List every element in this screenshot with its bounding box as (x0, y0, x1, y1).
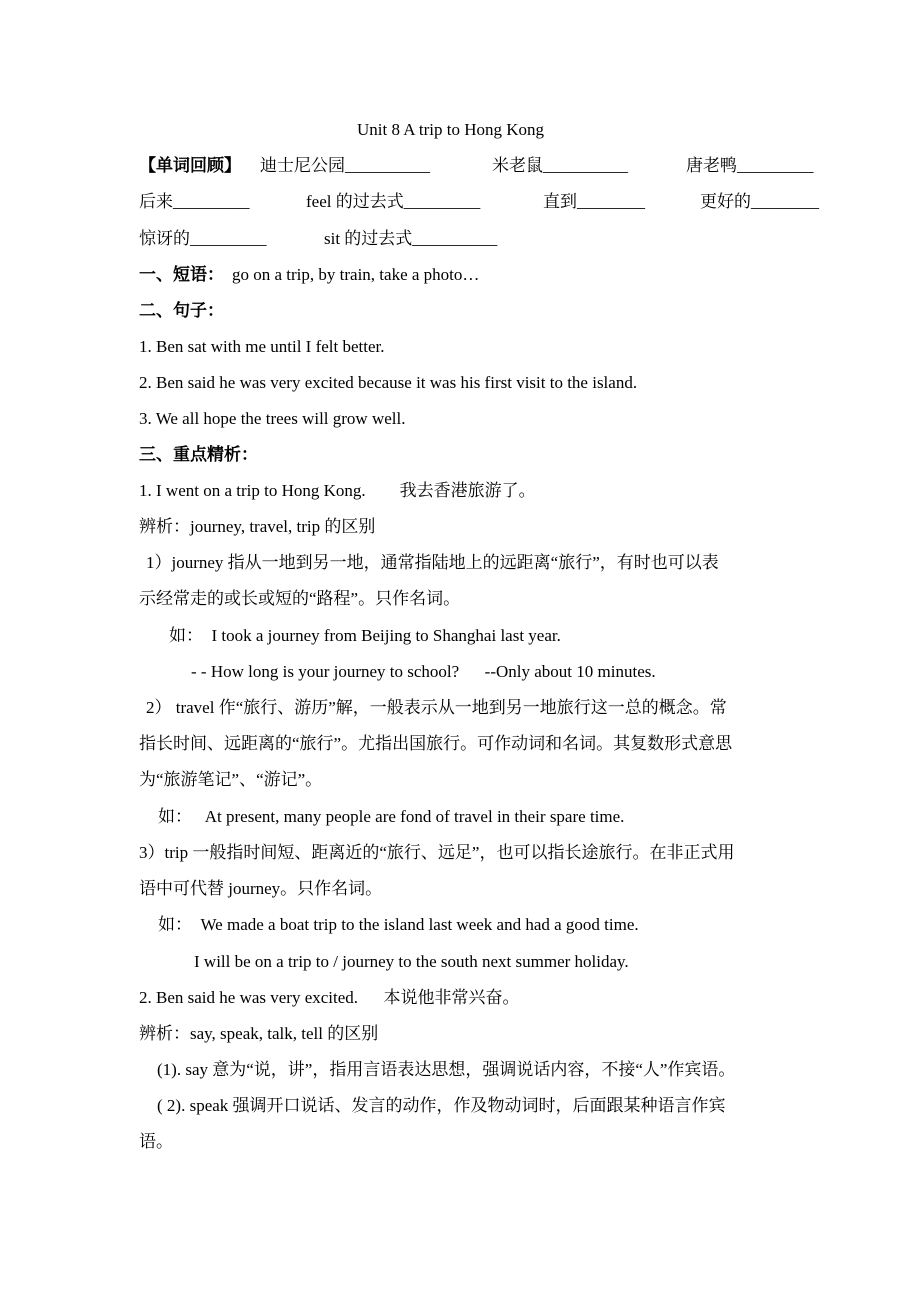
vocab-item: 后来_________ (139, 192, 250, 211)
analysis-line: 辨析：say, speak, talk, tell 的区别 (139, 1024, 379, 1043)
vocab-item: 惊讶的_________ (139, 229, 267, 248)
vocab-item: 直到________ (543, 192, 645, 211)
analysis-line: I will be on a trip to / journey to the south next summer holiday. (194, 952, 629, 971)
analysis-line: ( 2). speak 强调开口说话、发言的动作，作及物动词时，后面跟某种语言作宾 (157, 1096, 726, 1115)
vocab-item: 更好的________ (700, 192, 819, 211)
analysis-line: 语。 (139, 1132, 173, 1151)
analysis-line: 2） travel 作“旅行、游历”解，一般表示从一地到另一地旅行这一总的概念。常 (146, 698, 727, 717)
analysis-line: 1. I went on a trip to Hong Kong. 我去香港旅游了。 (139, 481, 536, 500)
analysis-line: 2. Ben said he was very excited. 本说他非常兴奋。 (139, 988, 520, 1007)
analysis-line: 如： At present, many people are fond of travel in their spare time. (158, 807, 625, 826)
analysis-line: 如： We made a boat trip to the island last week and had a good time. (158, 915, 639, 934)
vocab-heading: 【单词回顾】 (139, 156, 241, 175)
page-title: Unit 8 A trip to Hong Kong (357, 120, 545, 139)
vocab-item: feel 的过去式_________ (306, 192, 481, 211)
vocab-item: 唐老鸭_________ (686, 156, 814, 175)
analysis-line: (1). say 意为“说，讲”，指用言语表达思想，强调说话内容，不接“人”作宾语。 (157, 1060, 736, 1079)
analysis-line: 语中可代替 journey。只作名词。 (139, 879, 383, 898)
analysis-line: 3）trip 一般指时间短、距离近的“旅行、远足”，也可以指长途旅行。在非正式用 (139, 843, 735, 862)
analysis-line: 1）journey 指从一地到另一地，通常指陆地上的远距离“旅行”，有时也可以表 (146, 553, 719, 572)
analysis-line: 如： I took a journey from Beijing to Shanghai last year. (169, 626, 561, 645)
phrases-heading: 一、短语： (139, 265, 224, 284)
vocab-item: 米老鼠__________ (492, 156, 628, 175)
analysis-line: 示经常走的或长或短的“路程”。只作名词。 (139, 589, 461, 608)
sentence: 2. Ben said he was very excited because it was his first visit to the island. (139, 373, 638, 392)
sentence: 3. We all hope the trees will grow well. (139, 409, 406, 428)
sentence: 1. Ben sat with me until I felt better. (139, 337, 385, 356)
analysis-heading: 三、重点精析： (139, 445, 258, 464)
analysis-line: 指长时间、远距离的“旅行”。尤指出国旅行。可作动词和名词。其复数形式意思 (139, 734, 733, 753)
vocab-item: 迪士尼公园__________ (260, 156, 430, 175)
vocab-item: sit 的过去式__________ (324, 229, 498, 248)
phrases-text: go on a trip, by train, take a photo… (232, 265, 480, 284)
sentences-heading: 二、句子： (139, 301, 224, 320)
analysis-line: 辨析：journey, travel, trip 的区别 (139, 517, 376, 536)
analysis-line: 为“旅游笔记”、“游记”。 (139, 770, 323, 789)
analysis-line: - - How long is your journey to school? --Only about 10 minutes. (191, 662, 656, 681)
